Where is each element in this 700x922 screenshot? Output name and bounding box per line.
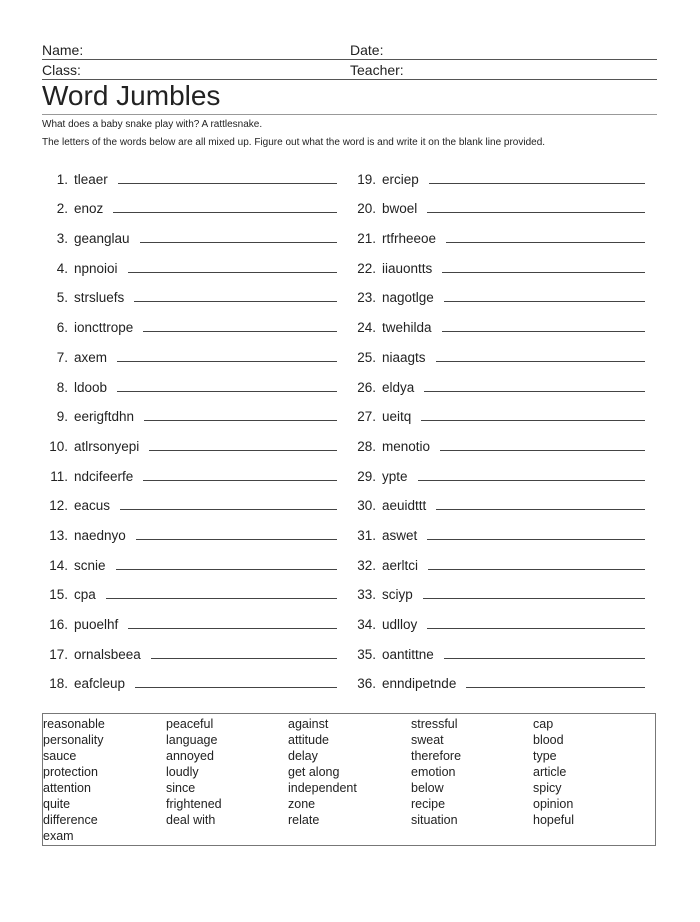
- jumbled-word: aerltci: [382, 557, 419, 573]
- word-bank-word: loudly: [166, 765, 199, 779]
- jumble-item: [42, 365, 337, 395]
- word-bank-column: [533, 716, 574, 828]
- answer-blank[interactable]: [113, 212, 337, 213]
- item-number: 7.: [56, 349, 68, 365]
- item-number: 35.: [357, 646, 376, 662]
- item-number: 17.: [49, 646, 68, 662]
- word-bank-word: quite: [43, 797, 71, 811]
- jumbled-word: twehilda: [382, 320, 432, 336]
- item-number: 15.: [49, 587, 68, 603]
- riddle-text: What does a baby snake play with? A rattlesnake.: [42, 119, 263, 130]
- answer-blank[interactable]: [151, 658, 337, 659]
- answer-blank[interactable]: [423, 598, 645, 599]
- item-number: 18.: [49, 676, 68, 692]
- jumble-item: [350, 632, 645, 662]
- item-number: 29.: [357, 468, 376, 484]
- jumbled-word: enndipetnde: [382, 676, 457, 692]
- item-number: 22.: [357, 260, 376, 276]
- item-number: 20.: [357, 201, 376, 217]
- jumbled-word: aeuidttt: [382, 498, 427, 514]
- jumble-item: [42, 662, 337, 692]
- item-number: 11.: [50, 468, 68, 484]
- answer-blank[interactable]: [427, 628, 645, 629]
- jumble-item: [42, 395, 337, 425]
- word-bank-word: below: [411, 781, 444, 795]
- jumbled-word: strsluefs: [74, 290, 125, 306]
- jumble-item: [350, 543, 645, 573]
- answer-blank[interactable]: [143, 480, 337, 481]
- jumble-item: [350, 424, 645, 454]
- jumble-item: [42, 246, 337, 276]
- answer-blank[interactable]: [444, 658, 645, 659]
- jumbled-word: iiauontts: [382, 260, 433, 276]
- word-bank-word: language: [166, 733, 218, 747]
- answer-blank[interactable]: [442, 272, 645, 273]
- answer-blank[interactable]: [428, 569, 645, 570]
- answer-blank[interactable]: [128, 272, 337, 273]
- answer-blank[interactable]: [436, 361, 645, 362]
- jumbled-word: erciep: [382, 171, 419, 187]
- title-rule: [42, 114, 657, 115]
- jumbled-word: sciyp: [382, 587, 413, 603]
- jumbled-word: npnoioi: [74, 260, 118, 276]
- jumbled-word: axem: [74, 349, 108, 365]
- answer-blank[interactable]: [106, 598, 337, 599]
- jumble-item: [42, 187, 337, 217]
- item-number: 3.: [56, 231, 68, 247]
- jumble-item: [350, 395, 645, 425]
- answer-blank[interactable]: [140, 242, 337, 243]
- item-number: 9.: [56, 409, 68, 425]
- item-number: 2.: [56, 201, 68, 217]
- jumble-item: [42, 335, 337, 365]
- jumbled-word: ypte: [382, 468, 408, 484]
- jumble-item: [350, 573, 645, 603]
- item-number: 26.: [357, 379, 376, 395]
- jumble-item: [42, 305, 337, 335]
- jumbled-word: nagotlge: [382, 290, 434, 306]
- item-number: 19.: [357, 171, 376, 187]
- answer-blank[interactable]: [427, 212, 645, 213]
- item-number: 1.: [56, 171, 68, 187]
- word-bank-word: spicy: [533, 781, 562, 795]
- jumbled-word: atlrsonyepi: [74, 438, 140, 454]
- word-bank-word: since: [166, 781, 196, 795]
- jumble-item: [350, 513, 645, 543]
- answer-blank[interactable]: [143, 331, 337, 332]
- answer-blank[interactable]: [418, 480, 645, 481]
- jumble-list-right: [350, 157, 645, 691]
- word-bank-word: exam: [43, 829, 74, 843]
- item-number: 33.: [357, 587, 376, 603]
- word-bank-word: personality: [43, 733, 104, 747]
- item-number: 28.: [357, 438, 376, 454]
- item-number: 24.: [357, 320, 376, 336]
- answer-blank[interactable]: [128, 628, 337, 629]
- item-number: 32.: [357, 557, 376, 573]
- item-number: 30.: [357, 498, 376, 514]
- jumbled-word: eacus: [74, 498, 111, 514]
- jumble-item: [350, 157, 645, 187]
- answer-blank[interactable]: [149, 450, 337, 451]
- date-label: Date:: [350, 42, 384, 58]
- jumble-item: [42, 573, 337, 603]
- jumble-item: [350, 246, 645, 276]
- jumbled-word: eafcleup: [74, 676, 126, 692]
- item-number: 5.: [56, 290, 68, 306]
- jumble-item: [350, 305, 645, 335]
- answer-blank[interactable]: [421, 420, 645, 421]
- jumbled-word: niaagts: [382, 349, 426, 365]
- answer-blank[interactable]: [135, 687, 337, 688]
- item-number: 10.: [49, 438, 68, 454]
- jumbled-word: rtfrheeoe: [382, 231, 437, 247]
- word-bank-word: sweat: [411, 733, 444, 747]
- answer-blank[interactable]: [118, 183, 337, 184]
- jumble-item: [350, 662, 645, 692]
- header-rule-top: [42, 59, 657, 60]
- word-bank-column: [166, 716, 222, 828]
- jumbled-word: enoz: [74, 201, 104, 217]
- word-bank-word: stressful: [411, 717, 458, 731]
- jumble-item: [350, 216, 645, 246]
- jumble-item: [350, 602, 645, 632]
- word-bank-word: type: [533, 749, 557, 763]
- class-label: Class:: [42, 62, 81, 78]
- answer-blank[interactable]: [466, 687, 645, 688]
- word-bank-word: frightened: [166, 797, 222, 811]
- item-number: 6.: [56, 320, 68, 336]
- jumble-item: [42, 602, 337, 632]
- word-bank-word: sauce: [43, 749, 77, 763]
- item-number: 36.: [357, 676, 376, 692]
- item-number: 14.: [49, 557, 68, 573]
- item-number: 25.: [357, 349, 376, 365]
- word-bank-word: recipe: [411, 797, 446, 811]
- jumble-item: [350, 365, 645, 395]
- answer-blank[interactable]: [446, 242, 645, 243]
- jumbled-word: ioncttrope: [74, 320, 134, 336]
- jumbled-word: geanglau: [74, 231, 130, 247]
- jumble-item: [350, 484, 645, 514]
- jumble-item: [42, 424, 337, 454]
- jumbled-word: tleaer: [74, 171, 108, 187]
- word-bank-word: annoyed: [166, 749, 214, 763]
- jumbled-word: scnie: [74, 557, 106, 573]
- jumble-item: [350, 187, 645, 217]
- answer-blank[interactable]: [429, 183, 645, 184]
- word-bank-word: emotion: [411, 765, 456, 779]
- jumble-item: [42, 216, 337, 246]
- item-number: 27.: [357, 409, 376, 425]
- jumble-item: [42, 543, 337, 573]
- jumble-item: [42, 513, 337, 543]
- word-bank-column: [411, 716, 461, 828]
- jumble-item: [350, 454, 645, 484]
- word-bank-word: peaceful: [166, 717, 214, 731]
- answer-blank[interactable]: [440, 450, 645, 451]
- item-number: 23.: [357, 290, 376, 306]
- jumble-item: [42, 632, 337, 662]
- jumbled-word: bwoel: [382, 201, 418, 217]
- item-number: 13.: [49, 527, 68, 543]
- jumble-item: [42, 484, 337, 514]
- jumble-item: [350, 335, 645, 365]
- answer-blank[interactable]: [116, 569, 337, 570]
- jumbled-word: eerigftdhn: [74, 409, 135, 425]
- word-bank: [42, 713, 656, 846]
- word-bank-word: against: [288, 717, 329, 731]
- jumbled-word: cpa: [74, 587, 96, 603]
- jumble-item: [350, 276, 645, 306]
- answer-blank[interactable]: [424, 391, 645, 392]
- answer-blank[interactable]: [117, 361, 337, 362]
- word-bank-word: zone: [288, 797, 316, 811]
- item-number: 34.: [357, 617, 376, 632]
- jumbled-word: menotio: [382, 438, 431, 454]
- jumble-item: [42, 157, 337, 187]
- item-number: 12.: [49, 498, 68, 514]
- jumble-item: [42, 454, 337, 484]
- word-bank-column: [288, 716, 357, 828]
- answer-blank[interactable]: [136, 539, 337, 540]
- word-bank-word: opinion: [533, 797, 574, 811]
- answer-blank[interactable]: [134, 301, 337, 302]
- name-label: Name:: [42, 42, 84, 58]
- word-bank-word: difference: [43, 813, 98, 827]
- answer-blank[interactable]: [436, 509, 645, 510]
- instructions-text: The letters of the words below are all mixed up. Figure out what the word is and write it on the blank line provided.: [42, 137, 546, 148]
- word-bank-word: deal with: [166, 813, 216, 827]
- word-bank-word: protection: [43, 765, 98, 779]
- jumbled-word: ldoob: [74, 379, 108, 395]
- word-bank-word: reasonable: [43, 717, 105, 731]
- item-number: 31.: [357, 527, 376, 543]
- jumbled-word: oantittne: [382, 646, 434, 662]
- jumbled-word: naednyo: [74, 527, 126, 543]
- jumbled-word: aswet: [382, 527, 418, 543]
- word-bank-word: delay: [288, 749, 318, 763]
- answer-blank[interactable]: [444, 301, 645, 302]
- jumbled-word: eldya: [382, 379, 415, 395]
- word-bank-word: attitude: [288, 733, 330, 747]
- answer-blank[interactable]: [427, 539, 645, 540]
- word-bank-word: situation: [411, 813, 458, 827]
- word-bank-word: blood: [533, 733, 564, 747]
- word-bank-word: get along: [288, 765, 340, 779]
- word-bank-word: therefore: [411, 749, 462, 763]
- teacher-label: Teacher:: [350, 62, 404, 78]
- jumbled-word: udlloy: [382, 617, 418, 632]
- word-bank-word: independent: [288, 781, 357, 795]
- jumbled-word: puoelhf: [74, 617, 119, 632]
- answer-blank[interactable]: [120, 509, 337, 510]
- word-bank-word: cap: [533, 717, 554, 731]
- answer-blank[interactable]: [117, 391, 337, 392]
- word-bank-word: article: [533, 765, 567, 779]
- answer-blank[interactable]: [442, 331, 645, 332]
- word-bank-column: [43, 716, 105, 844]
- jumbled-word: ndcifeerfe: [74, 468, 134, 484]
- jumble-list-left: [42, 157, 337, 691]
- item-number: 16.: [49, 617, 68, 632]
- answer-blank[interactable]: [144, 420, 337, 421]
- word-bank-word: hopeful: [533, 813, 575, 827]
- jumbled-word: ueitq: [382, 409, 412, 425]
- jumbled-word: ornalsbeea: [74, 646, 141, 662]
- word-bank-word: attention: [43, 781, 91, 795]
- item-number: 4.: [56, 260, 68, 276]
- item-number: 21.: [357, 231, 376, 247]
- jumble-item: [42, 276, 337, 306]
- word-bank-word: relate: [288, 813, 320, 827]
- page-title: Word Jumbles: [42, 80, 221, 111]
- item-number: 8.: [56, 379, 68, 395]
